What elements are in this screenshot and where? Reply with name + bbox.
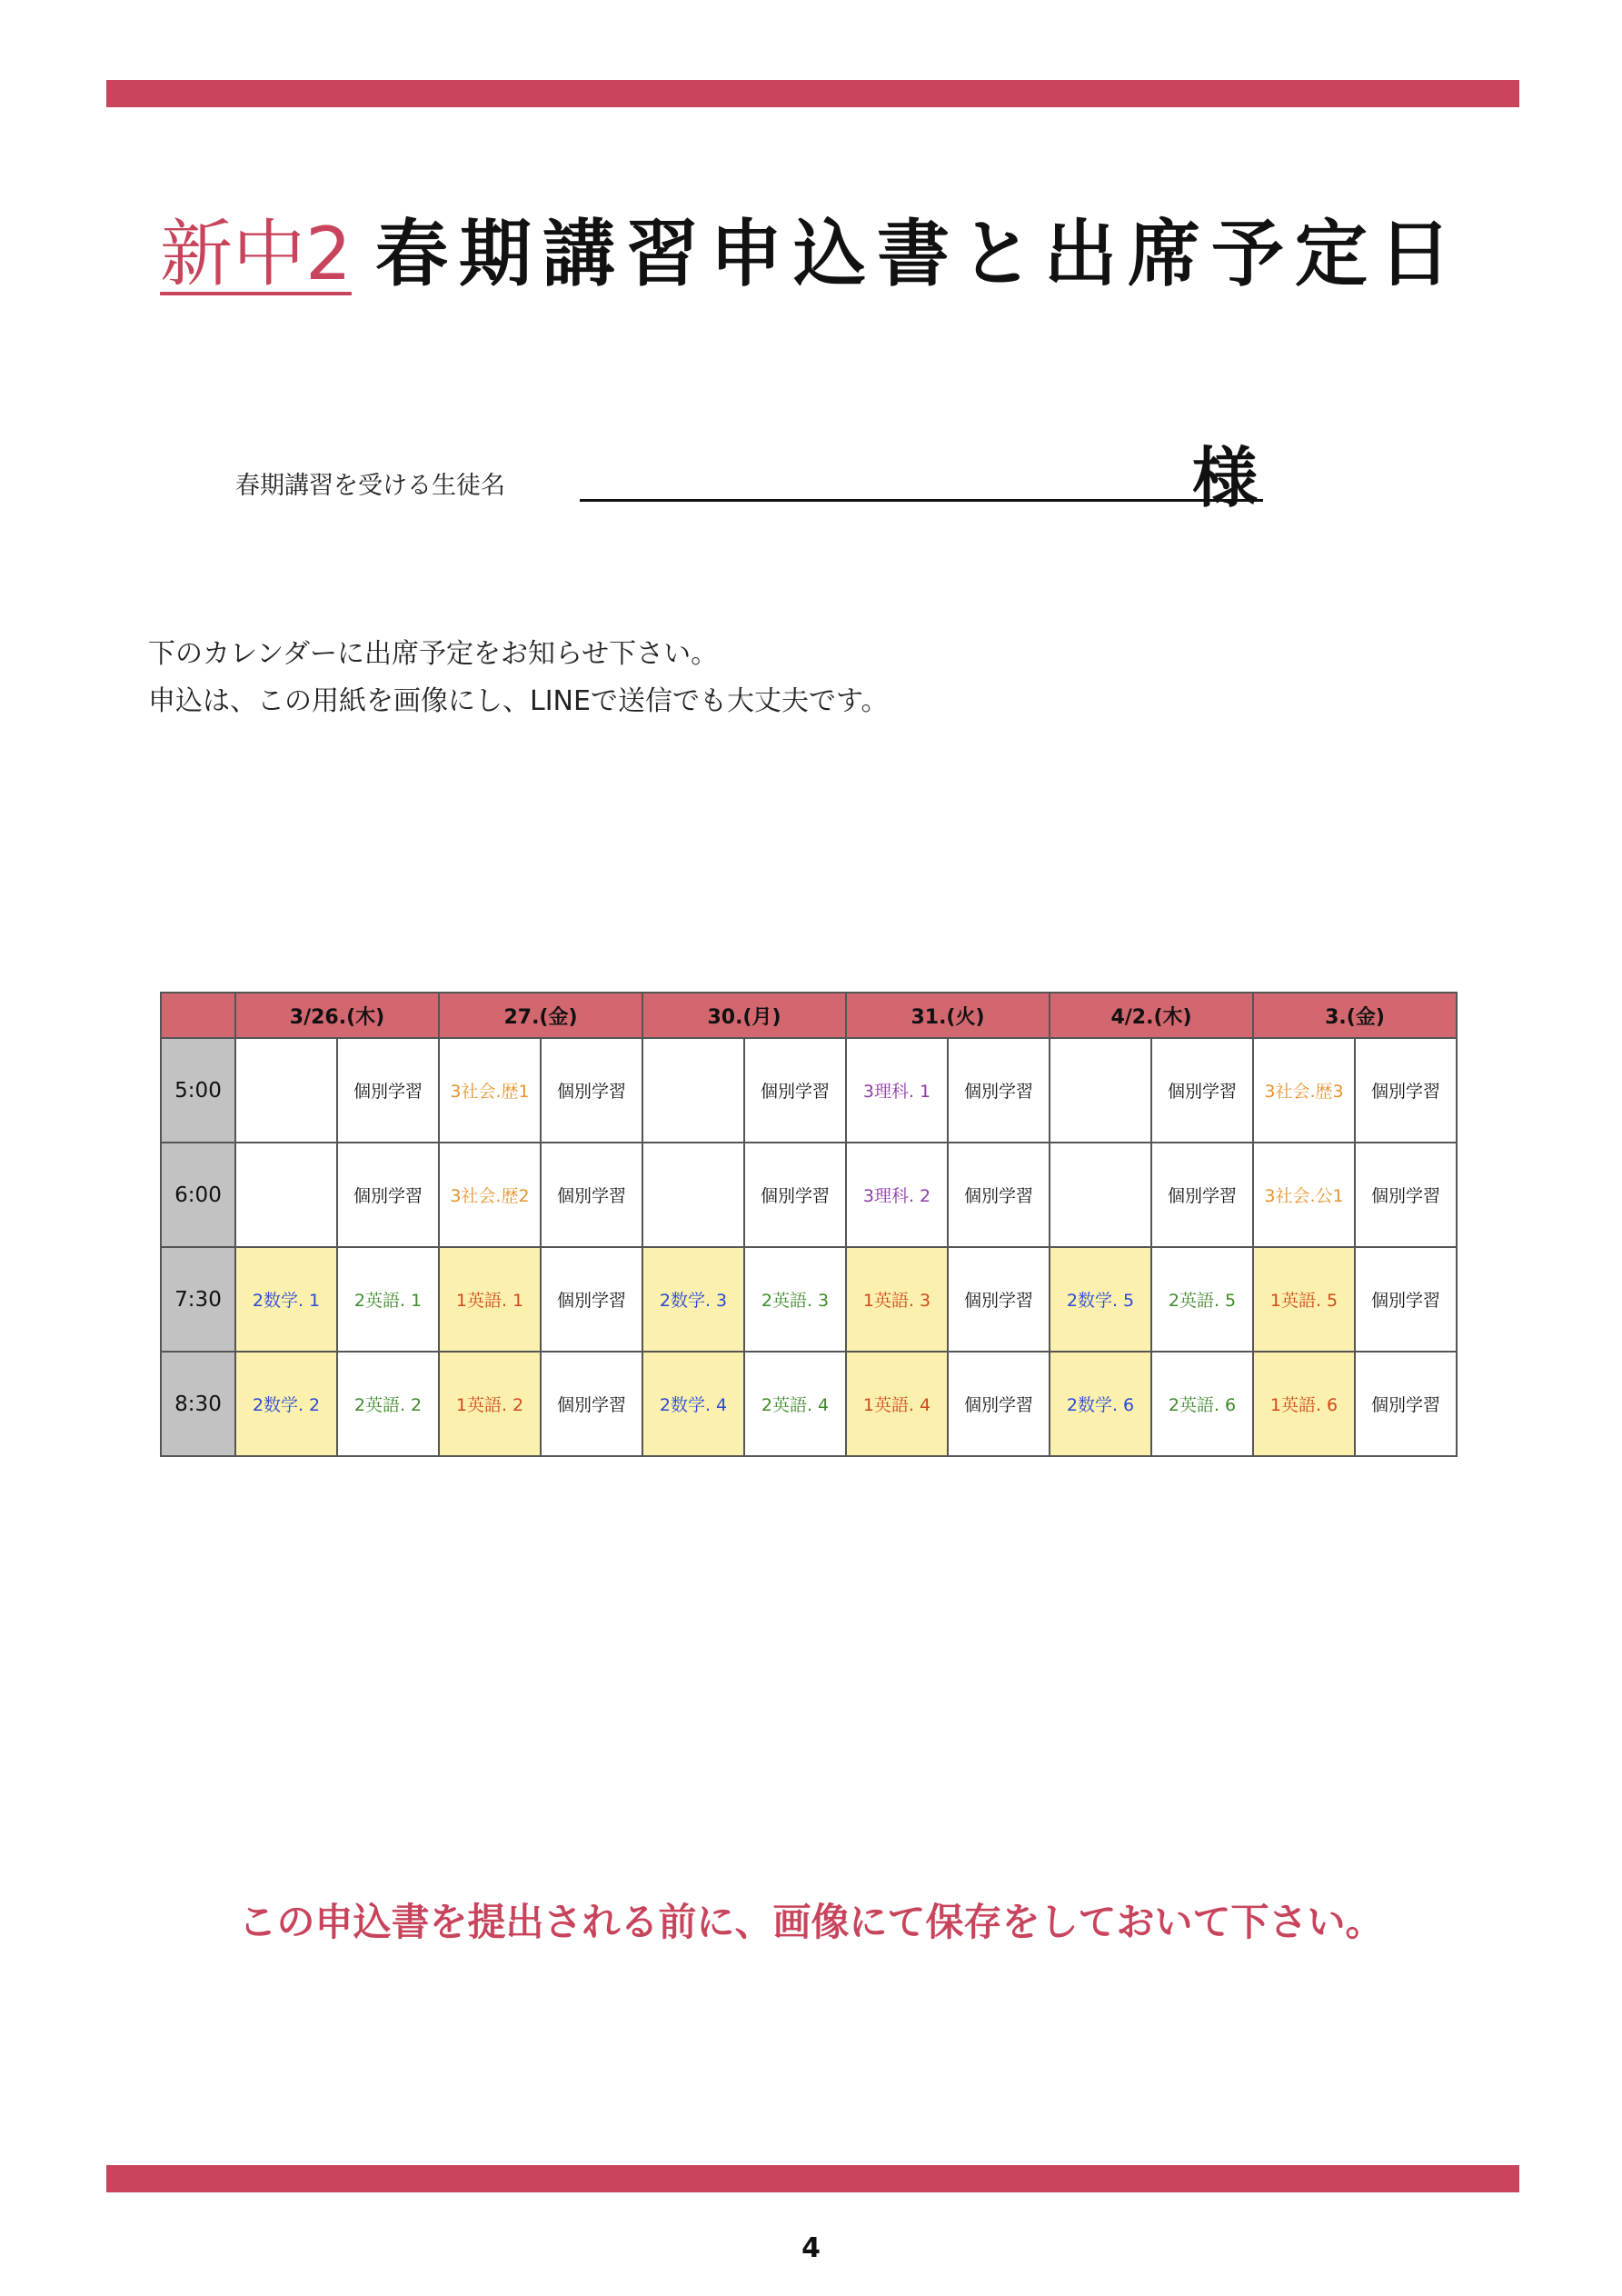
schedule-cell[interactable]: 個別学習 (541, 1247, 642, 1352)
schedule-cell[interactable]: 1英語. 2 (439, 1352, 541, 1456)
schedule-cell[interactable]: 2英語. 1 (337, 1247, 439, 1352)
schedule-cell[interactable] (235, 1143, 337, 1247)
schedule-cell[interactable]: 3理科. 1 (846, 1038, 948, 1143)
schedule-cell[interactable]: 1英語. 4 (846, 1352, 948, 1456)
day-header: 30.(月) (642, 993, 846, 1038)
day-header: 3.(金) (1253, 993, 1457, 1038)
schedule-cell[interactable]: 3理科. 2 (846, 1143, 948, 1247)
schedule-cell[interactable] (642, 1038, 744, 1143)
schedule-cell[interactable]: 個別学習 (948, 1352, 1050, 1456)
schedule-cell[interactable]: 3社会.歴2 (439, 1143, 541, 1247)
schedule-cell[interactable]: 個別学習 (1151, 1143, 1253, 1247)
student-name-label: 春期講習を受ける生徒名 (235, 472, 505, 500)
schedule-cell[interactable]: 個別学習 (541, 1038, 642, 1143)
schedule-cell[interactable]: 個別学習 (1355, 1352, 1457, 1456)
title-grade: 新中2 (160, 212, 352, 296)
day-header: 27.(金) (439, 993, 642, 1038)
schedule-cell[interactable]: 3社会.公1 (1253, 1143, 1355, 1247)
schedule-cell[interactable]: 1英語. 6 (1253, 1352, 1355, 1456)
schedule-row (161, 1038, 1457, 1143)
schedule-row (161, 1352, 1457, 1456)
time-slot: 7:30 (161, 1247, 235, 1352)
schedule-cell[interactable] (1050, 1038, 1151, 1143)
schedule-cell[interactable]: 個別学習 (948, 1038, 1050, 1143)
schedule-cell[interactable]: 2数学. 5 (1050, 1247, 1151, 1352)
schedule-cell[interactable]: 3社会.歴3 (1253, 1038, 1355, 1143)
schedule-cell[interactable]: 個別学習 (541, 1352, 642, 1456)
schedule-cell[interactable]: 1英語. 5 (1253, 1247, 1355, 1352)
schedule-cell[interactable]: 個別学習 (541, 1143, 642, 1247)
day-header: 3/26.(木) (235, 993, 439, 1038)
instruction-line-1: 下のカレンダーに出席予定をお知らせ下さい。 (148, 638, 719, 670)
bottom-accent-bar (106, 2165, 1519, 2192)
schedule-cell[interactable]: 個別学習 (337, 1038, 439, 1143)
student-name-suffix: 様 (1192, 440, 1259, 516)
instruction-line-2: 申込は、この用紙を画像にし、LINEで送信でも大丈夫です。 (148, 685, 889, 717)
time-slot: 5:00 (161, 1038, 235, 1143)
time-slot: 6:00 (161, 1143, 235, 1247)
schedule-cell[interactable] (235, 1038, 337, 1143)
schedule-cell[interactable]: 個別学習 (1355, 1038, 1457, 1143)
schedule-cell[interactable] (1050, 1143, 1151, 1247)
save-notice: この申込書を提出される前に、画像にて保存をしておいて下さい。 (238, 1900, 1384, 1944)
schedule-cell[interactable]: 3社会.歴1 (439, 1038, 541, 1143)
schedule-row (161, 1247, 1457, 1352)
schedule-cell[interactable]: 1英語. 1 (439, 1247, 541, 1352)
schedule-cell[interactable]: 個別学習 (744, 1143, 846, 1247)
schedule-cell[interactable]: 2数学. 4 (642, 1352, 744, 1456)
schedule-cell[interactable]: 2数学. 2 (235, 1352, 337, 1456)
schedule-cell[interactable]: 2英語. 3 (744, 1247, 846, 1352)
schedule-table (160, 992, 1458, 1457)
day-header: 31.(火) (846, 993, 1050, 1038)
student-name-line[interactable] (580, 499, 1263, 502)
title-main: 春期講習申込書と出席予定日 (374, 211, 1462, 296)
schedule-cell[interactable]: 個別学習 (1355, 1247, 1457, 1352)
schedule-cell[interactable]: 個別学習 (1151, 1038, 1253, 1143)
schedule-cell[interactable]: 個別学習 (948, 1143, 1050, 1247)
schedule-row (161, 1143, 1457, 1247)
schedule-cell[interactable]: 1英語. 3 (846, 1247, 948, 1352)
day-header: 4/2.(木) (1050, 993, 1253, 1038)
schedule-cell[interactable]: 個別学習 (1355, 1143, 1457, 1247)
top-accent-bar (106, 80, 1519, 107)
schedule-cell[interactable]: 個別学習 (337, 1143, 439, 1247)
schedule-header-row (161, 993, 1457, 1038)
schedule-cell[interactable]: 2数学. 6 (1050, 1352, 1151, 1456)
schedule-corner-cell (161, 993, 235, 1038)
schedule-cell[interactable]: 2英語. 5 (1151, 1247, 1253, 1352)
schedule-cell[interactable]: 2英語. 6 (1151, 1352, 1253, 1456)
time-slot: 8:30 (161, 1352, 235, 1456)
schedule-cell[interactable]: 2数学. 1 (235, 1247, 337, 1352)
schedule-cell[interactable] (642, 1143, 744, 1247)
page-title (0, 195, 1622, 300)
schedule-cell[interactable]: 2英語. 4 (744, 1352, 846, 1456)
schedule-cell[interactable]: 2数学. 3 (642, 1247, 744, 1352)
page-number: 4 (801, 2232, 821, 2264)
schedule-cell[interactable]: 個別学習 (948, 1247, 1050, 1352)
schedule-cell[interactable]: 個別学習 (744, 1038, 846, 1143)
schedule-cell[interactable]: 2英語. 2 (337, 1352, 439, 1456)
